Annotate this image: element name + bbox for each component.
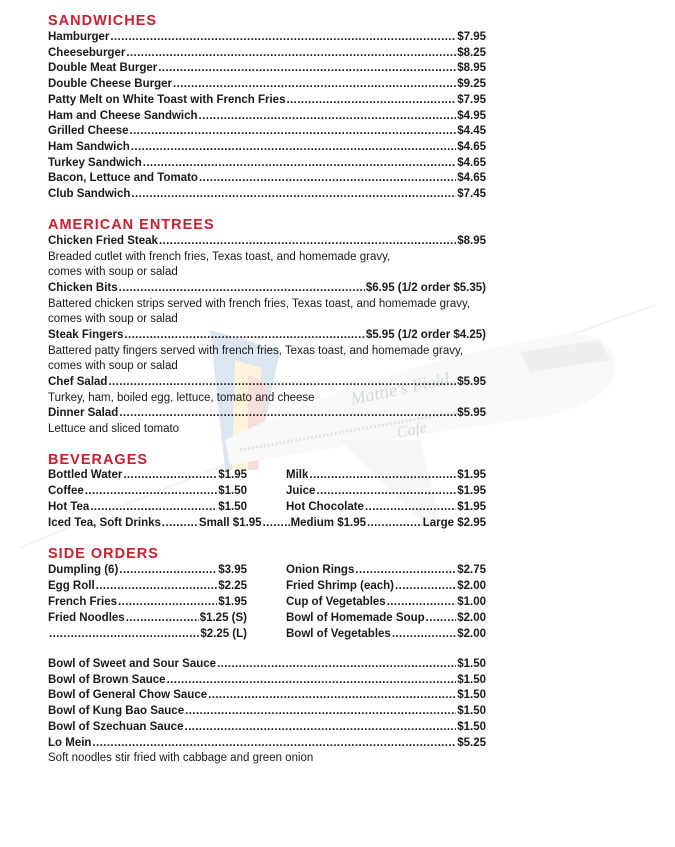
menu-item-beverage: [286, 500, 486, 515]
dot-leader: [309, 468, 456, 483]
dot-leader: [365, 500, 456, 515]
dot-leader: [126, 46, 456, 61]
item-price: $5.95: [457, 376, 486, 388]
item-name: Bowl of Kung Bao Sauce: [48, 705, 185, 718]
menu-item-side: [286, 595, 486, 610]
item-price: $3.95: [218, 564, 247, 576]
item-name: Double Cheese Burger: [48, 78, 172, 91]
section-title-sandwiches: SANDWICHES: [48, 13, 158, 29]
dot-leader: [143, 156, 456, 171]
item-price: $8.95: [457, 62, 486, 75]
item-name: Juice: [286, 484, 316, 497]
menu-item-side: [286, 627, 486, 642]
item-name: French Fries: [48, 595, 118, 608]
menu-item-sauce: [48, 657, 486, 672]
menu-item-side: [48, 627, 247, 642]
dot-leader: [119, 563, 217, 578]
item-name: Turkey Sandwich: [48, 156, 142, 169]
dot-leader: [126, 611, 199, 626]
dot-leader: [167, 673, 457, 688]
menu-item-beverage: [48, 468, 247, 483]
dot-leader: [96, 579, 218, 594]
dot-leader: [199, 109, 457, 124]
menu-item-side: [286, 579, 486, 594]
item-price: $2.75: [457, 564, 486, 576]
item-name: Dumpling (6): [48, 564, 119, 576]
item-price: $7.95: [457, 31, 486, 43]
item-name: Milk: [286, 469, 309, 481]
item-name: Chicken Fried Steak: [48, 235, 158, 247]
dot-leader: [185, 704, 456, 719]
dot-leader: [123, 468, 217, 483]
item-description-lo-mein: Soft noodles stir fried with cabbage and green onion: [48, 752, 314, 764]
item-price: $4.65: [457, 140, 486, 153]
item-price: $8.95: [457, 235, 486, 247]
item-name: Ham and Cheese Sandwich: [48, 109, 198, 122]
item-name: Bottled Water: [48, 469, 123, 481]
item-price: $9.25: [457, 78, 486, 91]
dot-leader: [199, 171, 456, 186]
menu-item-sandwich: [48, 171, 486, 186]
menu-item-iced-tea: [48, 516, 486, 531]
dot-leader: [108, 375, 456, 390]
item-name: Bowl of Sweet and Sour Sauce: [48, 658, 217, 670]
watermark-logo-text-2: Cafe: [395, 419, 429, 442]
dot-leader: [130, 124, 457, 139]
item-name: Club Sandwich: [48, 188, 131, 200]
dot-leader: [426, 611, 457, 626]
item-name: Hot Chocolate: [286, 500, 364, 513]
menu-item-entree: [48, 281, 486, 296]
item-name: Chef Salad: [48, 376, 108, 388]
item-price: $1.50: [457, 705, 486, 718]
item-name: Double Meat Burger: [48, 62, 158, 75]
item-description: Breaded cutlet with french fries, Texas toast, and homemade gravy,: [48, 250, 391, 263]
menu-item-side: [48, 579, 247, 594]
menu-item-sandwich: [48, 77, 486, 92]
menu-item-sauce: [48, 720, 486, 735]
dot-leader: [131, 140, 456, 155]
menu-item-side: [48, 563, 247, 578]
dot-leader: [387, 595, 457, 610]
item-price: $6.95 (1/2 order $5.35): [365, 282, 486, 294]
item-price: $7.95: [457, 93, 486, 106]
item-price: $5.95 (1/2 order $4.25): [365, 329, 486, 341]
dot-leader: [355, 563, 456, 578]
item-price: $4.65: [457, 156, 486, 169]
menu-item-sandwich: [48, 61, 486, 76]
item-name: Onion Rings: [286, 564, 355, 576]
menu-item-sandwich: [48, 109, 486, 124]
item-price: $2.00: [457, 579, 486, 592]
item-price: $1.50: [457, 689, 486, 702]
item-name: Iced Tea, Soft Drinks: [48, 517, 161, 529]
item-price: $4.65: [457, 172, 486, 185]
item-price: $5.25: [457, 736, 486, 749]
menu-item-side: [48, 611, 247, 626]
item-price: $1.50: [457, 658, 486, 670]
item-description: Lettuce and sliced tomato: [48, 422, 180, 435]
item-name: Lo Mein: [48, 736, 92, 749]
dot-leader: [110, 30, 456, 45]
menu-item-side: [286, 611, 486, 626]
dot-leader: [316, 484, 456, 499]
item-price: $4.45: [457, 125, 486, 138]
item-name: Bacon, Lettuce and Tomato: [48, 172, 198, 185]
item-size-large: Large $2.95: [422, 517, 486, 529]
item-description: comes with soup or salad: [48, 360, 178, 373]
menu-item-sauce: [48, 736, 486, 751]
item-price: $2.25 (L): [200, 627, 247, 640]
menu-item-entree: [48, 406, 486, 421]
item-name: Steak Fingers: [48, 329, 124, 341]
item-name: Egg Roll: [48, 579, 95, 592]
item-price: $1.00: [457, 595, 486, 608]
item-name: Hamburger: [48, 31, 110, 43]
dot-leader: [49, 627, 199, 642]
item-price: $7.45: [457, 188, 486, 200]
dot-leader: [119, 281, 365, 296]
menu-item-sandwich: [48, 156, 486, 171]
menu-item-sauce: [48, 704, 486, 719]
dot-leader: [217, 657, 456, 672]
menu-item-sandwich: [48, 46, 486, 61]
dot-leader: [286, 93, 456, 108]
item-price: $1.50: [457, 673, 486, 686]
item-price: $1.95: [457, 484, 486, 497]
dot-leader: [131, 187, 456, 202]
dot-leader: [119, 406, 456, 421]
item-price: $1.50: [457, 720, 486, 733]
item-price: $1.50: [218, 484, 247, 497]
item-price: $2.25: [218, 579, 247, 592]
item-price: $2.00: [457, 627, 486, 640]
dot-leader: [159, 234, 456, 249]
item-description: comes with soup or salad: [48, 313, 178, 326]
item-name: Bowl of General Chow Sauce: [48, 689, 208, 702]
item-name: Coffee: [48, 484, 84, 497]
menu-item-beverage: [286, 484, 486, 499]
menu-item-entree: [48, 328, 486, 343]
item-name: Fried Noodles: [48, 611, 125, 624]
item-name: Bowl of Homemade Soup: [286, 611, 425, 624]
item-name: Bowl of Brown Sauce: [48, 673, 166, 686]
item-description: comes with soup or salad: [48, 266, 178, 279]
item-name: Dinner Salad: [48, 407, 119, 419]
item-price: $1.25 (S): [199, 611, 247, 624]
menu-item-side: [48, 595, 247, 610]
item-name: Ham Sandwich: [48, 140, 130, 153]
item-price: $8.25: [457, 46, 486, 59]
section-title-entrees: AMERICAN ENTREES: [48, 217, 215, 233]
menu-item-beverage: [48, 500, 247, 515]
menu-item-beverage: [48, 484, 247, 499]
dot-leader: [124, 328, 364, 343]
item-price: $1.95: [218, 595, 247, 608]
item-name: Bowl of Vegetables: [286, 627, 391, 640]
menu-item-side: [286, 563, 486, 578]
item-name: Hot Tea: [48, 500, 90, 513]
dot-leader: [118, 595, 217, 610]
menu-item-sandwich: [48, 30, 486, 45]
item-size-small: Small $1.95: [198, 517, 262, 529]
menu-item-sandwich: [48, 187, 486, 202]
item-description: Battered chicken strips served with french fries, Texas toast, and homemade gravy,: [48, 297, 471, 310]
item-price: $1.95: [218, 469, 247, 481]
dot-leader: [184, 720, 456, 735]
item-price: $2.00: [457, 611, 486, 624]
item-name: Chicken Bits: [48, 282, 118, 294]
item-name: Cup of Vegetables: [286, 595, 386, 608]
menu-item-sauce: [48, 688, 486, 703]
item-name: Fried Shrimp (each): [286, 579, 394, 592]
section-title-side-orders: SIDE ORDERS: [48, 546, 159, 562]
menu-item-entree: [48, 234, 486, 249]
item-price: $4.95: [457, 109, 486, 122]
menu-item-sandwich: [48, 93, 486, 108]
item-price: $1.95: [457, 469, 486, 481]
dot-leader: [90, 500, 217, 515]
item-name: Cheeseburger: [48, 46, 126, 59]
menu-item-sandwich: [48, 124, 486, 139]
item-name: Bowl of Szechuan Sauce: [48, 720, 184, 733]
menu-item-entree: [48, 375, 486, 390]
menu-item-sauce: [48, 673, 486, 688]
dot-leader: [85, 484, 217, 499]
section-title-beverages: BEVERAGES: [48, 452, 149, 468]
dot-leader: [208, 688, 456, 703]
menu-item-beverage: [286, 468, 486, 483]
dot-leader: [158, 61, 456, 76]
dot-leader: [392, 627, 456, 642]
item-price: $1.50: [218, 500, 247, 513]
item-price: $5.95: [457, 407, 486, 419]
dot-leader: [173, 77, 456, 92]
item-size-medium: Medium $1.95: [290, 517, 366, 529]
item-price: $1.95: [457, 500, 486, 513]
item-description: Turkey, ham, boiled egg, lettuce, tomato and cheese: [48, 391, 315, 404]
dot-leader: [92, 736, 456, 751]
dot-leader: [395, 579, 456, 594]
item-name: Patty Melt on White Toast with French Fries: [48, 93, 286, 106]
watermark-logo-text: Mattie's Field: [348, 368, 451, 409]
item-description: Battered patty fingers served with french fries, Texas toast, and homemade gravy,: [48, 344, 464, 357]
item-name: Grilled Cheese: [48, 125, 129, 138]
menu-item-sandwich: [48, 140, 486, 155]
